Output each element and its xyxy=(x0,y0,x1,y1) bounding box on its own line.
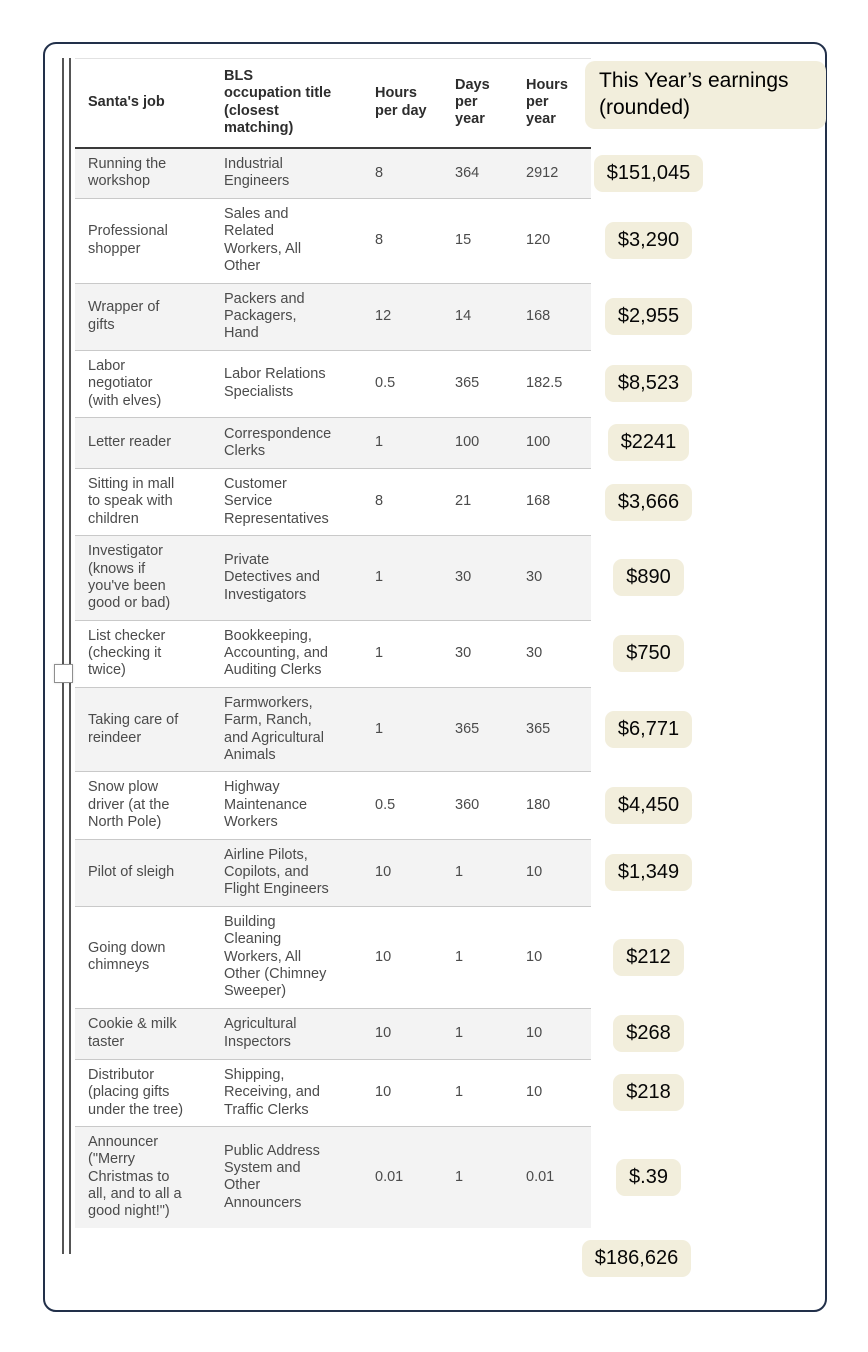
days-per-year-cell: 15 xyxy=(442,199,513,284)
earnings-badge: $218 xyxy=(613,1074,684,1111)
table-row xyxy=(75,148,706,199)
hours-per-day-cell: 0.5 xyxy=(362,772,442,839)
earnings-badge: $2241 xyxy=(608,424,690,461)
job-cell: Distributor (placing gifts under the tree) xyxy=(75,1059,211,1126)
hours-per-day-cell: 8 xyxy=(362,199,442,284)
earnings-cell xyxy=(591,1126,706,1227)
earnings-cell xyxy=(591,906,706,1008)
job-cell: Running the workshop xyxy=(75,148,211,199)
column-header-santas-job: Santa's job xyxy=(75,59,211,148)
days-per-year-cell: 21 xyxy=(442,468,513,535)
column-header-hours-per-day: Hours per day xyxy=(362,59,442,148)
table-row xyxy=(75,620,706,687)
earnings-cell xyxy=(591,148,706,199)
earnings-badge: $750 xyxy=(613,635,684,672)
resize-handle-icon[interactable] xyxy=(54,664,73,683)
header-row xyxy=(75,59,706,148)
total-earnings-badge: $186,626 xyxy=(582,1240,691,1277)
days-per-year-cell: 365 xyxy=(442,350,513,417)
earnings-badge: $3,666 xyxy=(605,484,692,521)
occupation-cell: Shipping, Receiving, and Traffic Clerks xyxy=(211,1059,362,1126)
earnings-header-badge: This Year’s earnings (rounded) xyxy=(585,61,826,129)
table-row xyxy=(75,1126,706,1227)
earnings-cell xyxy=(591,417,706,468)
job-cell: Cookie & milk taster xyxy=(75,1008,211,1059)
hours-per-day-cell: 12 xyxy=(362,283,442,350)
earnings-badge: $6,771 xyxy=(605,711,692,748)
job-cell: Sitting in mall to speak with children xyxy=(75,468,211,535)
days-per-year-cell: 14 xyxy=(442,283,513,350)
earnings-cell xyxy=(591,1059,706,1126)
earnings-cell xyxy=(591,536,706,621)
hours-per-year-cell: 0.01 xyxy=(513,1126,591,1227)
hours-per-day-cell: 10 xyxy=(362,1008,442,1059)
table-row xyxy=(75,772,706,839)
earnings-badge: $3,290 xyxy=(605,222,692,259)
hours-per-day-cell: 1 xyxy=(362,417,442,468)
total-earnings-cell xyxy=(591,1228,706,1284)
santa-jobs-table-image xyxy=(75,58,789,1284)
occupation-cell: Highway Maintenance Workers xyxy=(211,772,362,839)
hours-per-day-cell: 10 xyxy=(362,906,442,1008)
hours-per-year-cell: 10 xyxy=(513,906,591,1008)
hours-per-day-cell: 8 xyxy=(362,468,442,535)
hours-per-day-cell: 8 xyxy=(362,148,442,199)
hours-per-year-cell: 168 xyxy=(513,283,591,350)
days-per-year-cell: 364 xyxy=(442,148,513,199)
hours-per-day-cell: 10 xyxy=(362,1059,442,1126)
earnings-badge: $151,045 xyxy=(594,155,703,192)
job-cell: Taking care of reindeer xyxy=(75,687,211,772)
hours-per-year-cell: 10 xyxy=(513,1059,591,1126)
table-body xyxy=(75,148,706,1284)
days-per-year-cell: 1 xyxy=(442,1008,513,1059)
job-cell: Letter reader xyxy=(75,417,211,468)
table-row xyxy=(75,536,706,621)
hours-per-year-cell: 182.5 xyxy=(513,350,591,417)
occupation-cell: Correspondence Clerks xyxy=(211,417,362,468)
occupation-cell: Airline Pilots, Copilots, and Flight Engineers xyxy=(211,839,362,906)
earnings-badge: $890 xyxy=(613,559,684,596)
earnings-cell xyxy=(591,199,706,284)
hours-per-year-cell: 120 xyxy=(513,199,591,284)
job-cell: List checker (checking it twice) xyxy=(75,620,211,687)
job-cell: Announcer ("Merry Christmas to all, and to all a good night!") xyxy=(75,1126,211,1227)
hours-per-year-cell: 10 xyxy=(513,839,591,906)
hours-per-year-cell: 168 xyxy=(513,468,591,535)
job-cell: Going down chimneys xyxy=(75,906,211,1008)
table-row xyxy=(75,417,706,468)
occupation-cell: Farmworkers, Farm, Ranch, and Agricultural Animals xyxy=(211,687,362,772)
occupation-cell: Customer Service Representatives xyxy=(211,468,362,535)
hours-per-year-cell: 180 xyxy=(513,772,591,839)
table-row xyxy=(75,1008,706,1059)
occupation-cell: Industrial Engineers xyxy=(211,148,362,199)
table-row xyxy=(75,687,706,772)
job-cell: Snow plow driver (at the North Pole) xyxy=(75,772,211,839)
occupation-cell: Building Cleaning Workers, All Other (Chimney Sweeper) xyxy=(211,906,362,1008)
occupation-cell: Packers and Packagers, Hand xyxy=(211,283,362,350)
occupation-cell: Private Detectives and Investigators xyxy=(211,536,362,621)
days-per-year-cell: 1 xyxy=(442,906,513,1008)
occupation-cell: Agricultural Inspectors xyxy=(211,1008,362,1059)
earnings-cell xyxy=(591,350,706,417)
hours-per-day-cell: 10 xyxy=(362,839,442,906)
column-header-earnings xyxy=(591,59,789,148)
days-per-year-cell: 1 xyxy=(442,1059,513,1126)
table-row xyxy=(75,350,706,417)
days-per-year-cell: 1 xyxy=(442,839,513,906)
column-header-days-per-year: Days per year xyxy=(442,59,513,148)
hours-per-year-cell: 10 xyxy=(513,1008,591,1059)
total-spacer-cell xyxy=(75,1228,591,1284)
hours-per-year-cell: 30 xyxy=(513,620,591,687)
days-per-year-cell: 30 xyxy=(442,536,513,621)
days-per-year-cell: 365 xyxy=(442,687,513,772)
days-per-year-cell: 30 xyxy=(442,620,513,687)
table-row xyxy=(75,839,706,906)
earnings-badge: $.39 xyxy=(616,1159,681,1196)
days-per-year-cell: 100 xyxy=(442,417,513,468)
hours-per-year-cell: 30 xyxy=(513,536,591,621)
table-row xyxy=(75,906,706,1008)
earnings-cell xyxy=(591,283,706,350)
job-cell: Investigator (knows if you've been good or bad) xyxy=(75,536,211,621)
hours-per-year-cell: 100 xyxy=(513,417,591,468)
job-cell: Professional shopper xyxy=(75,199,211,284)
hours-per-day-cell: 1 xyxy=(362,687,442,772)
hours-per-year-cell: 365 xyxy=(513,687,591,772)
column-header-hours-per-year: Hours per year xyxy=(513,59,591,148)
image-left-edge xyxy=(62,58,71,1254)
total-row xyxy=(75,1228,706,1284)
table-row xyxy=(75,283,706,350)
earnings-badge: $1,349 xyxy=(605,854,692,891)
earnings-cell xyxy=(591,839,706,906)
hours-per-year-cell: 2912 xyxy=(513,148,591,199)
occupation-cell: Sales and Related Workers, All Other xyxy=(211,199,362,284)
occupation-cell: Bookkeeping, Accounting, and Auditing Clerks xyxy=(211,620,362,687)
job-cell: Pilot of sleigh xyxy=(75,839,211,906)
earnings-cell xyxy=(591,772,706,839)
earnings-badge: $8,523 xyxy=(605,365,692,402)
santa-jobs-table xyxy=(75,58,789,1284)
table-row xyxy=(75,468,706,535)
earnings-badge: $212 xyxy=(613,939,684,976)
occupation-cell: Public Address System and Other Announcers xyxy=(211,1126,362,1227)
earnings-cell xyxy=(591,1008,706,1059)
table-row xyxy=(75,199,706,284)
days-per-year-cell: 360 xyxy=(442,772,513,839)
days-per-year-cell: 1 xyxy=(442,1126,513,1227)
job-cell: Labor negotiator (with elves) xyxy=(75,350,211,417)
hours-per-day-cell: 0.01 xyxy=(362,1126,442,1227)
earnings-badge: $4,450 xyxy=(605,787,692,824)
earnings-cell xyxy=(591,687,706,772)
hours-per-day-cell: 1 xyxy=(362,536,442,621)
hours-per-day-cell: 1 xyxy=(362,620,442,687)
job-cell: Wrapper of gifts xyxy=(75,283,211,350)
earnings-badge: $268 xyxy=(613,1015,684,1052)
column-header-bls-occupation: BLS occupation title (closest matching) xyxy=(211,59,362,148)
table-row xyxy=(75,1059,706,1126)
earnings-cell xyxy=(591,620,706,687)
occupation-cell: Labor Relations Specialists xyxy=(211,350,362,417)
earnings-badge: $2,955 xyxy=(605,298,692,335)
earnings-cell xyxy=(591,468,706,535)
hours-per-day-cell: 0.5 xyxy=(362,350,442,417)
